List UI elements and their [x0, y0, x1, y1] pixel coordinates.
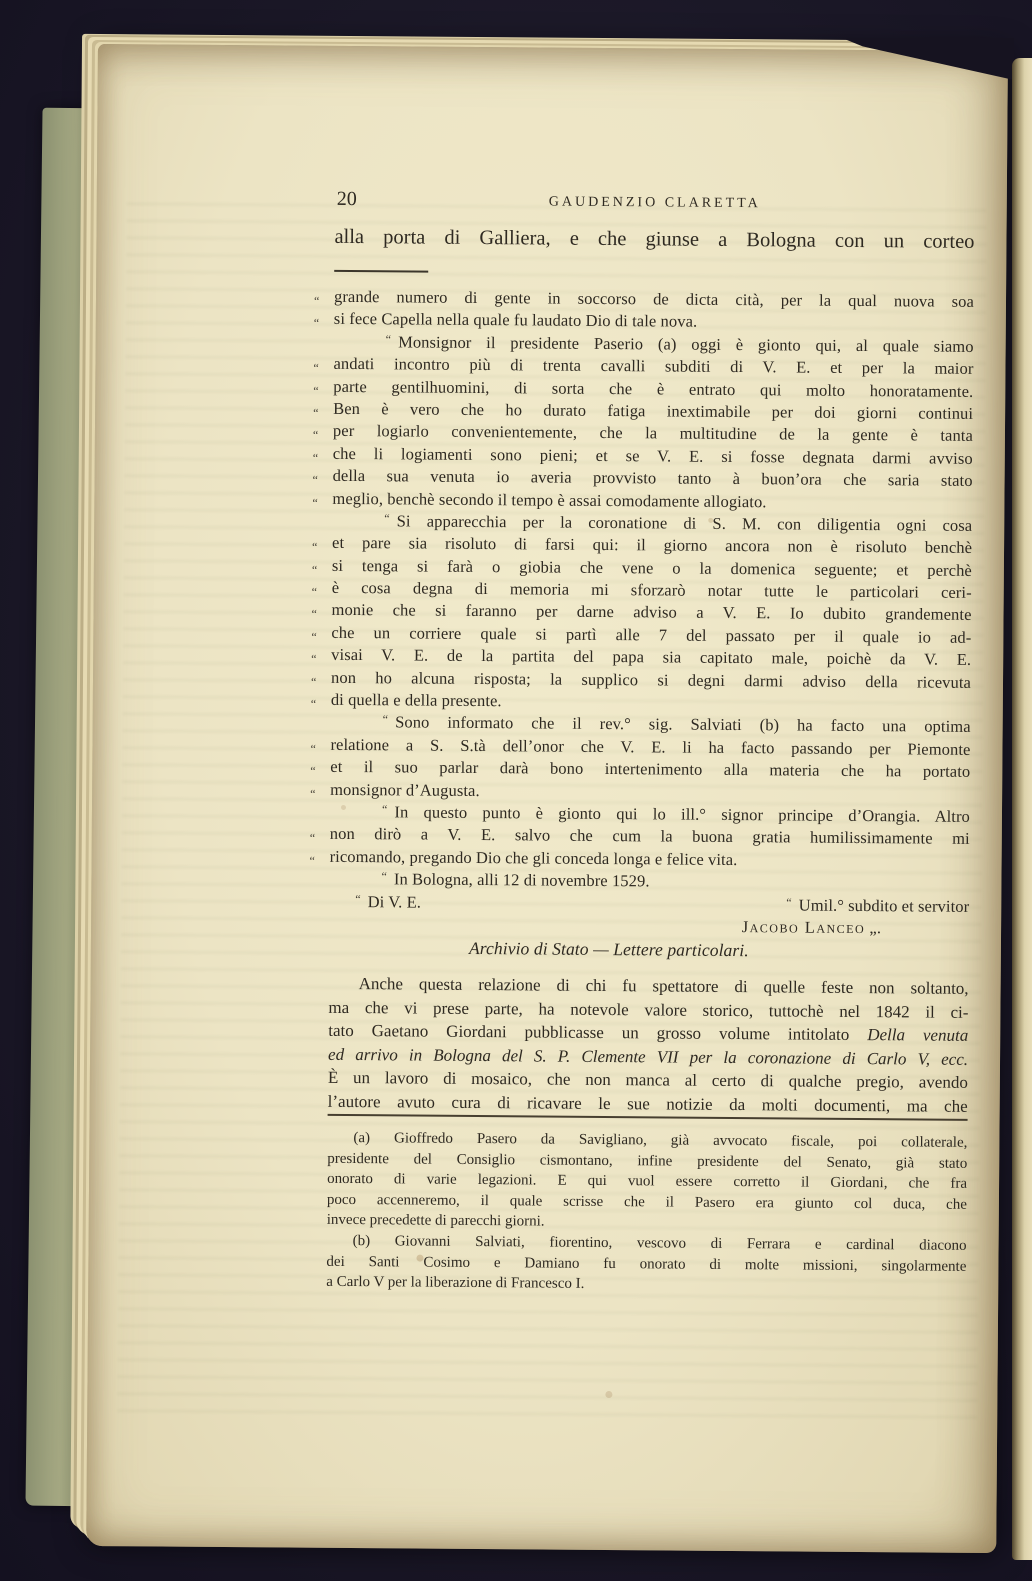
section-heading: alla porta di Galliera, e che giunse a Bologna con un corteo	[334, 225, 975, 253]
footnote-line-b: dei Santi Cosimo e Damiano fu onorato di molte missioni, singolarmente	[326, 1253, 967, 1275]
letter-line: “ che li logiamenti sono pieni; et se V. E. si fosse degnata darmi avviso	[312, 443, 973, 468]
letter-line: “ visai V. E. de la partita del papa sia capitato male, poichè da V. E.	[311, 645, 972, 670]
letter-line: “ et il suo parlar darà bono intertenimento alla materia che ha portato	[310, 757, 971, 782]
quote-mark: “	[311, 629, 317, 644]
letter-line: “ Sono informato che il rev.° sig. Salviati (b) ha facto una optima	[331, 711, 971, 738]
letter-line: “ è cosa degna di memoria mi sforzarò notar tutte le particolari ceri-	[311, 577, 972, 602]
quote-mark: “	[384, 511, 390, 526]
footnote-line-a: presidente del Consiglio cismontano, infine presidente del Senato, già stato	[327, 1150, 968, 1172]
footnote-line-a: onorato di varie legazioni. E qui vuol essere corretto il Giordani, che fra	[327, 1171, 968, 1193]
quote-mark: “	[310, 786, 316, 801]
quote-mark: “	[310, 763, 316, 778]
letter-line: “ relatione a S. S.tà dell’onor che V. E. li ha facto passando per Piemonte	[310, 734, 971, 759]
letter-line: “ In questo punto è gionto qui lo ill.° signor principe d’Orangia. Altro	[330, 801, 970, 828]
letter-line: “ non ho alcuna risposta; la supplico si degni darmi adviso della ricevuta	[310, 667, 972, 692]
running-header: GAUDENZIO CLARETTA	[548, 194, 761, 212]
heading-rule	[334, 270, 428, 273]
quote-mark: “	[382, 712, 389, 727]
closing-quote-mark: „.	[865, 917, 882, 938]
quote-mark: “	[385, 332, 392, 347]
quote-mark: “	[311, 651, 317, 666]
quote-mark: “	[310, 674, 317, 689]
valediction	[786, 894, 969, 918]
letter-line: “ non dirò a V. E. salvo che cum la buona gratia humilissimamente mi	[309, 824, 970, 849]
quote-mark: “	[313, 316, 320, 331]
quote-mark: “	[313, 360, 319, 375]
footnote-line-a: poco accenneremo, il quale scrisse che il Pasero era giunto col duca, che	[326, 1191, 967, 1213]
letter-line: “ si fece Capella nella quale fu laudato Dio di tale nova.	[334, 308, 974, 335]
quote-mark: “	[313, 293, 320, 308]
quote-mark: “	[355, 891, 361, 906]
footnote-line-a: invece precedette di parecchi giorni.	[326, 1212, 545, 1230]
letter-line: “ di quella e della presente.	[331, 689, 971, 716]
letter-line: “ per logiarlo convenientemente, che la multitudine de la gente è tanta	[312, 421, 974, 446]
quote-mark: “	[309, 831, 316, 846]
quote-mark: “	[311, 607, 318, 622]
letter-date: In Bologna, alli 12 di novembre 1529.	[393, 869, 650, 891]
valediction-text: Umil.° subdito et servitor	[798, 895, 970, 916]
quote-mark: “	[312, 539, 318, 555]
quote-mark: “	[312, 495, 318, 510]
quote-mark: “	[311, 562, 318, 577]
quote-mark: “	[313, 383, 319, 398]
footnote-line-a: (a) Gioffredo Pasero da Savigliano, già avvocato fiscale, poi collaterale,	[353, 1130, 968, 1151]
footnote-line-b: a Carlo V per la liberazione di Francesco I.	[326, 1273, 585, 1293]
letter-line: “ andati incontro più di trenta cavalli subditi di V. E. et per la maior	[313, 354, 974, 379]
commentary-line: Anche questa relazione di chi fu spettatore di quelle feste non soltanto,	[358, 974, 969, 998]
quote-mark: “	[309, 853, 316, 868]
commentary-line: È un lavoro di mosaico, che non manca al certo di qualche pregio, avendo	[327, 1068, 968, 1093]
quote-mark: “	[310, 741, 316, 756]
footnotes-block	[326, 1128, 967, 1298]
letter-line: “ parte gentilhuomini, di sorta che è entrato qui molto honoratamente.	[313, 376, 974, 401]
salutation-text: Di V. E.	[367, 891, 422, 912]
letter-line: “ et pare sia risoluto di farsi qui: il giorno ancora non è risoluto benchè	[312, 533, 973, 558]
footnote-line-b: (b) Giovanni Salviati, fiorentino, vescovo di Ferrara e cardinal diacono	[352, 1233, 967, 1254]
commentary-paragraph	[328, 972, 969, 1119]
commentary-line: tato Gaetano Giordani pubblicasse un grosso volume intitolato Della venuta	[328, 1021, 969, 1046]
foxing-specks	[98, 44, 101, 47]
quote-mark: “	[312, 472, 319, 487]
letter-line: “ Ben è vero che ho durato fatiga inextimabile per doi giorni continui	[313, 398, 974, 423]
commentary-line: l’autore avuto cura di ricavare le sue notizie da molti documenti, ma che	[327, 1091, 968, 1116]
commentary-line: ma che vi prese parte, ha notevole valore storico, tuttochè nel 1842 il ci-	[328, 997, 969, 1022]
book-page	[86, 44, 1008, 1553]
letter-line: “ Monsignor il presidente Paserio (a) oggi è gionto qui, al quale siamo	[334, 331, 974, 358]
letter-line: “ grande numero di gente in soccorso de dicta cità, per la qual nuova soa	[313, 286, 975, 311]
quote-mark: “	[312, 450, 319, 465]
letter-line: “ monie che si faranno per darne adviso a V. E. Io dubito grandemente	[311, 600, 972, 625]
quote-mark: “	[786, 894, 792, 910]
quote-mark: “	[381, 869, 387, 884]
letter-line: “ si tenga si farà o giobia che vene o la domenica seguente; et perchè	[311, 555, 972, 580]
archive-source-line: Archivio di Stato — Lettere particolari.	[468, 938, 749, 961]
quote-mark: “	[311, 584, 318, 599]
quote-mark: “	[381, 802, 388, 817]
page-number: 20	[336, 187, 357, 211]
letter-line: “ Si apparecchia per la coronatione di S. M. con diligentia ogni cosa	[332, 510, 972, 537]
quote-mark: “	[310, 696, 317, 711]
quote-mark: “	[313, 405, 319, 420]
letter-line: “ che un corriere quale si partì alle 7 del passato per il quale io ad-	[311, 622, 972, 647]
letter-line: “ ricomando, pregando Dio che gli conceda longa e felice vita.	[330, 846, 970, 873]
facing-page-edge	[1012, 58, 1032, 1560]
salutation	[355, 891, 421, 914]
commentary-line: ed arrivo in Bologna del S. P. Clemente VII per la coronazione di Carlo V, ecc.	[327, 1044, 969, 1069]
quote-mark: “	[312, 428, 319, 443]
letter-line: “ meglio, benchè secondo il tempo è assai comodamente allogiato.	[332, 487, 972, 514]
signer-name: Jacobo Lanceo	[741, 917, 866, 937]
letter-line: “ della sua venuta io averia provvisto tanto à buon’ora che saria stato	[312, 465, 973, 491]
letter-line: “ monsignor d’Augusta.	[330, 778, 970, 805]
letter-block	[309, 286, 975, 964]
